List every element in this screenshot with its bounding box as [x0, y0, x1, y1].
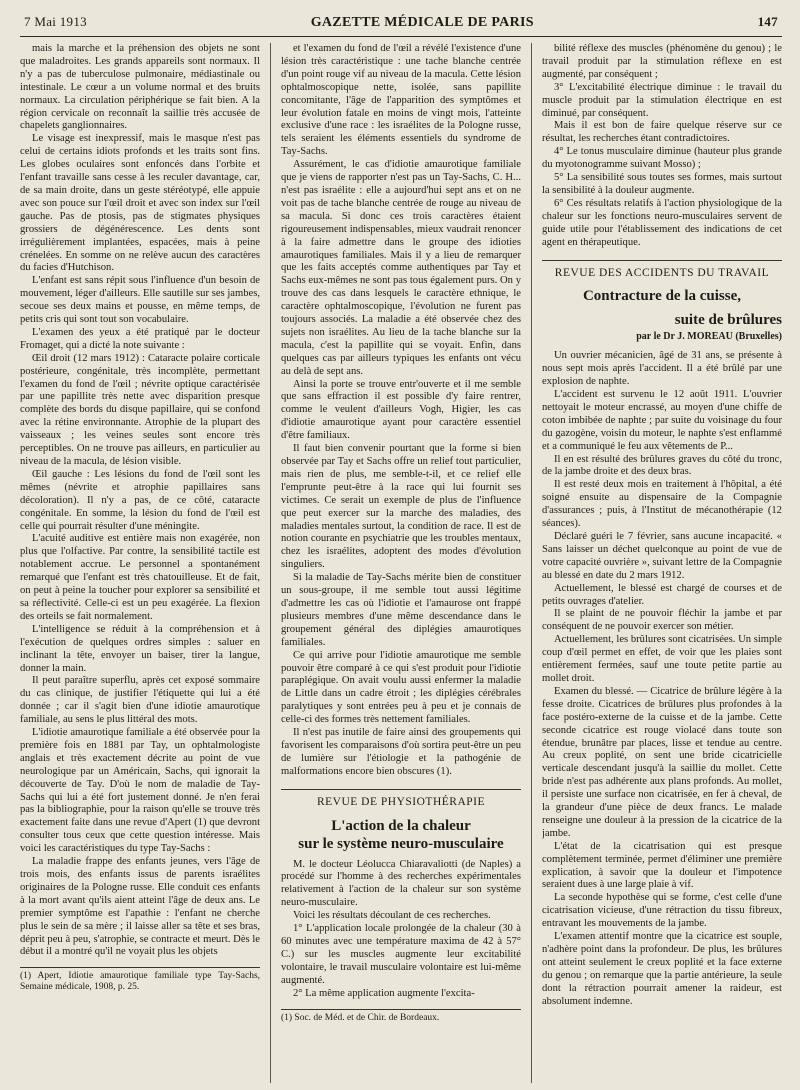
column-3-body-contracture	[542, 350, 782, 1008]
journal-title: GAZETTE MÉDICALE DE PARIS	[310, 15, 534, 30]
article-byline: par le Dr J. MOREAU (Bruxelles)	[636, 331, 782, 343]
article-title-chaleur	[281, 817, 521, 853]
paragraph: Actuellement, les brûlures sont cicatrisées. Un simple coup d'œil permet en effet, de voir que les plaies sont entièrement fermées, sauf une toute petite partie au mollet droit.	[541, 634, 782, 684]
paragraph: L'acuité auditive est entière mais non exagérée, non plus que l'olfactive. Par contre, la sensibilité tactile est notablement accrue. Le personnel a spontanément remarqué que l'enfant est très chatouilleuse. Et de fait, on peut à peine la toucher pour explorer sa sensibilité et sa réflectivité. Celle-ci est un peu exagérée. La flexion des orteils se fait normalement.	[20, 533, 261, 622]
column-2-body	[281, 43, 521, 779]
paragraph: L'examen des yeux a été pratiqué par le docteur Fromaget, qui a dicté la note suivante :	[20, 326, 261, 351]
section-heading-accidents: REVUE DES ACCIDENTS DU TRAVAIL	[542, 260, 782, 280]
paragraph: Œil droit (12 mars 1912) : Cataracte polaire corticale postérieure, congénitale, très incomplète, permettant l'examen du fond de l'œil ; névrite optique caractérisée par une papillite très nette avec disparition presque complète des bords du disque papillaire, qui se confond avec la rétine environnante. Atrophie de la plupart des vaisseaux ; les veines seules sont encore très perceptibles. On ne trouve pas ailleurs, en particulier au niveau de la macula, de lésion visible.	[20, 352, 261, 467]
paragraph: Déclaré guéri le 7 février, sans aucune incapacité. « Sans laisser un déchet quelconque au point de vue de votre capacité ouvrière », suivant lettre de la Compagnie au blessé en date du 2 mars 1912.	[541, 531, 782, 581]
column-1	[20, 43, 260, 1083]
paragraph: Il faut bien convenir pourtant que la forme si bien observée par Tay et Sachs offre un relief tout particulier, mais rien de plus, me semble-t-il, et ce relief elle l'emprunte peut-être à la race qui lui fournit ses victimes. Ce serait un exemple de plus de l'influence que peut exercer sur la marche des maladies, des maladies mentales surtout, la condition de race. Il est de notion courante en psychiatrie que les troubles mentaux, chez les israélites, adoptent des modes d'évolution singuliers.	[280, 443, 521, 571]
paragraph: mais la marche et la préhension des objets ne sont que maladroites. Les grands appareils sont normaux. Il n'y a pas de tuberculose pulmonaire, médiastinale ou intestinale. Le cœur a un volume normal et des bruits normaux. La circulation périphérique se fait bien. A la région cervicale on reconnaît la saillie très accusée de chapelets ganglionnaires.	[20, 43, 261, 132]
column-2	[281, 43, 521, 1083]
paragraph: Œil gauche : Les lésions du fond de l'œil sont les mêmes (névrite et atrophie papillaires sans décoloration). Il n'y a pas, de ce côté, cataracte congénitale. En somme, la lésion du fond de l'œil est celle qui pourrait résulter d'une méningite.	[20, 468, 261, 532]
paragraph: La maladie frappe des enfants jeunes, vers l'âge de trois mois, des enfants issus de parents israélites originaires de la Pologne russe. Elle conduit ces enfants à la mort avant qu'ils aient atteint l'âge de deux ans. Le premier symptôme est l'apathie : l'enfant ne cherche plus le sein de sa mère ; il laisse aller sa tête et ses bras, déprit peu à peu, s'atrophie, se contracte et meurt. Dès le début il a montré qu'il ne voyait plus les objets	[20, 856, 261, 958]
column-divider	[270, 43, 271, 1083]
column-3-body	[542, 43, 782, 250]
footnote-bordeaux: (1) Soc. de Méd. et de Chir. de Bordeaux.	[281, 1009, 521, 1024]
paragraph: Un ouvrier mécanicien, âgé de 31 ans, se présente à nous sept mois après l'accident. Il a été brûlé par une explosion de naphte.	[541, 350, 782, 388]
paragraph: Actuellement, le blessé est chargé de courses et de petits ouvrages d'atelier.	[541, 582, 782, 607]
paragraph: Mais il est bon de faire quelque réserve sur ce résultat, les recherches étant contradictoires.	[541, 120, 782, 145]
paragraph: M. le docteur Léolucca Chiaravaliotti (de Naples) a procédé sur l'homme à des recherches expérimentales relativement à l'action de la chaleur sur son système neuro-musculaire.	[280, 858, 521, 909]
paragraph: 4° Le tonus musculaire diminue (hauteur plus grande du myotonogramme suivant Mosso) ;	[541, 146, 782, 171]
paragraph: Examen du blessé. — Cicatrice de brûlure légère à la fesse droite. Cicatrices de brûlures plus profondes à la face postéro-externe de la cuisse et de la jambe. Cette seconde cicatrice est rouge violacé dans toute son étendue, brunâtre par places, lisse et tendue au centre. Au creux poplité, on sent une bride cicatricielle verticale descendant jusqu'à la saillie du mollet. Cette bride n'est pas adhérente aux plans profonds. Au mollet, il persiste une surface non cicatrisée, en fer à cheval, de la grandeur d'une pièce de deux francs. Le malade renseigne une douleur à la pression de la cicatrice de la jambe.	[541, 685, 782, 839]
paragraph: Voici les résultats découlant de ces recherches.	[292, 910, 491, 922]
paragraph: Il peut paraître superflu, après cet exposé sommaire du cas clinique, de justifier l'étiquette qui lui a été donnée ; car il s'agit bien d'une idiotie amaurotique familiale, au sens le plus littéral des mots.	[20, 675, 261, 726]
column-2-body-chaleur	[281, 859, 521, 1001]
paragraph: La seconde hypothèse qui se forme, c'est celle d'une cicatrisation vicieuse, d'une rétraction du tissu fibreux, entravant les mouvements de la jambe.	[541, 892, 782, 930]
paragraph: Il se plaint de ne pouvoir fléchir la jambe et par conséquent de ne pouvoir exercer son métier.	[541, 608, 782, 633]
paragraph: L'enfant est sans répit sous l'influence d'un besoin de mouvement, léger d'ailleurs. Elle sautille sur ses jambes, secoue ses deux mains et pousse, en même temps, de petits cris qui sont tout son vocabulaire.	[20, 275, 261, 326]
paragraph: L'examen attentif montre que la cicatrice est souple, n'adhère point dans la profondeur. De plus, les brûlures ont atteint seulement le creux poplité et la face externe du genou ; on remarque que la partie antérieure, la seule dont la rétraction pourrait amener la raideur, est absolument indemne.	[541, 931, 782, 1007]
paragraph: Il n'est pas inutile de faire ainsi des groupements qui favorisent les comparaisons d'où sortira peut-être un peu de lumière sur l'étiologie et la pathogénie de malformations encore bien obscures (1).	[280, 727, 521, 777]
paragraph: Il est resté deux mois en traitement à l'hôpital, a été soigné ensuite au dispensaire de la Compagnie d'assurances ; puis, à l'Institut de mécanothérapie (12 séances).	[541, 479, 782, 530]
paragraph: 1° L'application locale prolongée de la chaleur (30 à 60 minutes avec une température maxima de 42 à 57° C.) sur les muscles augmente leur excitabilité volontaire, le travail musculaire volontaire est lui-même augmenté.	[280, 923, 521, 986]
section-heading-physiotherapie: REVUE DE PHYSIOTHÉRAPIE	[281, 789, 521, 809]
article-title-chaleur-line1: L'action de la chaleur	[331, 817, 471, 834]
paragraph: 3° L'excitabilité électrique diminue : le travail du muscle produit par la stimulation électrique en est diminué, par conséquent.	[541, 81, 782, 119]
paragraph: bilité réflexe des muscles (phénomène du genou) ; le travail produit par la stimulation réflexe en est augmenté, par conséquent ;	[541, 43, 782, 80]
footnote-apert: (1) Apert, Idiotie amaurotique familiale type Tay-Sachs, Semaine médicale, 1908, p. 25.	[20, 967, 260, 993]
text-columns	[20, 43, 782, 1083]
paragraph: L'accident est survenu le 12 août 1911. L'ouvrier nettoyait le moteur encrassé, au moyen d'une chiffe de coton imbibée de naphte ; par suite du voisinage du four du gazogène, voisin du moteur, le naphte s'est enflammé et a communiqué le feu aux vêtements de P...	[541, 389, 782, 452]
paragraph: Ce qui arrive pour l'idiotie amaurotique me semble pouvoir être comparé à ce qui s'est produit pour l'idiotie paraplégique. On avait voulu aussi enfermer la maladie de Little dans un cadre étroit ; les diplégies cérébrales paralytiques y sont entrées peu à peu et je connais de celle-ci des formes très nettement familiales.	[280, 649, 521, 726]
paragraph: 2° La même application augmente l'excita-	[292, 987, 475, 999]
article-title-contracture: Contracture de la cuisse,	[582, 288, 741, 305]
paragraph: L'intelligence se réduit à la compréhension et à l'exécution de quelques ordres simples : saluer en inclinant la tête, envoyer un baiser, tirer la langue, donner la main.	[20, 623, 261, 674]
column-divider	[531, 43, 532, 1083]
article-title-chaleur-line2: sur le système neuro-musculaire	[298, 835, 504, 852]
column-1-body	[20, 43, 260, 959]
issue-date: 7 Mai 1913	[24, 14, 87, 29]
paragraph: Le visage est inexpressif, mais le masque n'est pas celui de certains idiots profonds et les traits sont fins. Les globes oculaires sont enfoncés dans l'orbite et l'enfant travaille sans cesse à les reculer davantage, car, de sa main droite, dans un geste stéréotypé, elle appuie avec son pouce sur l'œil droit et avec son index sur l'œil gauche. Pas de ptosis, pas de stigmates physiques grossiers de dégénérescence. Les dents sont irrégulièrement implantées, espacées, mais à peine crénelées. En somme on ne relève aucun des caractères du facies d'Hutchison.	[20, 133, 261, 274]
paragraph: et l'examen du fond de l'œil a révélé l'existence d'une lésion très caractéristique : une tache blanche centrée d'un point rouge vif au niveau de la macula. Cette lésion ophtalmoscopique nette, isolée, sans papillite concomitante, l'âge de l'apparition des symptômes et leur évolution fatale en moins de vingt mois, l'atteinte exclusive d'une race : les israélites de la Pologne russe, tels seraient les éléments essentiels du syndrome de Tay-Sachs.	[280, 43, 521, 158]
paragraph: Ainsi la porte se trouve entr'ouverte et il me semble que sans effraction il est possible d'y faire rentrer, comme le veulent d'ailleurs Vogh, Higier, les cas d'idiotie amaurotique ayant pour caractère essentiel d'être familiaux.	[280, 378, 521, 442]
article-title-contracture-line2: suite de brûlures	[674, 312, 782, 329]
paragraph: L'idiotie amaurotique familiale a été observée pour la première fois en 1881 par Tay, un ophtalmologiste anglais et très exactement décrite au point de vue neurologique par un Américain, Sachs, qui ignorait la découverte de Tay. D'où le nom de maladie de Tay-Sachs qui lui a été fort justement donné. Je n'en ferai pas la bibliographie, pour la raison qu'elle se trouve très exactement faite dans une revue d'Apert (1) que devront consulter tous ceux que cette question intéresse. Mais voici les caractéristiques du type Tay-Sachs :	[20, 727, 261, 855]
paragraph: Il en est résulté des brûlures graves du côté du tronc, de la jambe droite et des deux bras.	[541, 453, 782, 478]
paragraph: L'état de la cicatrisation qui est presque complètement terminée, permet d'éliminer une première explication, à savoir que la douleur et l'impotence seraient dues à une large plaie à vif.	[541, 840, 782, 891]
page-number: 147	[757, 14, 778, 29]
paragraph: 6° Ces résultats relatifs à l'action physiologique de la chaleur sur les fonctions neuro-musculaires servent de guide utile pour l'établissement des indications de cet agent en thérapeutique.	[541, 197, 782, 248]
paragraph: Si la maladie de Tay-Sachs mérite bien de constituer un sous-groupe, il me semble tout aussi légitime d'admettre les cas où l'idiotie et l'amaurose ont frappé plusieurs membres d'une même descendance dans le groupement général des diplégies amaurotiques familiales.	[280, 572, 521, 648]
page-header	[20, 14, 782, 37]
paragraph: 5° La sensibilité sous toutes ses formes, mais surtout la sensibilité à la douleur augmente.	[541, 172, 782, 196]
paragraph: Assurément, le cas d'idiotie amaurotique familiale que je viens de rapporter n'est pas un Tay-Sachs, C. H... n'est pas israélite : elle a aujourd'hui sept ans et on ne voit pas de tache blanche centrée de rouge au niveau de sa macula. Si donc ces trois caractères étaient rigoureusement indispensables, mieux vaudrait renoncer à la faire admettre dans le groupe des idioties amaurotiques familiales. Mais il y a lieu de remarquer que les faits acceptés comme authentiques par Tay et Sachs eux-mêmes ne sont pas tous également purs. On y trouve des cas dans lesquels le caractère ethnique, le caractère ophtalmoscopique, l'évolution ne furent pas toujours associés. La maladie a été observée chez des sujets non israélites. Au lieu de la tache blanche sur la macula, c'est la papillite qui se voyait. Enfin, dans quelques cas par ailleurs typiques les enfants ont vécu au delà de sept ans.	[280, 159, 521, 377]
column-3	[542, 43, 782, 1083]
